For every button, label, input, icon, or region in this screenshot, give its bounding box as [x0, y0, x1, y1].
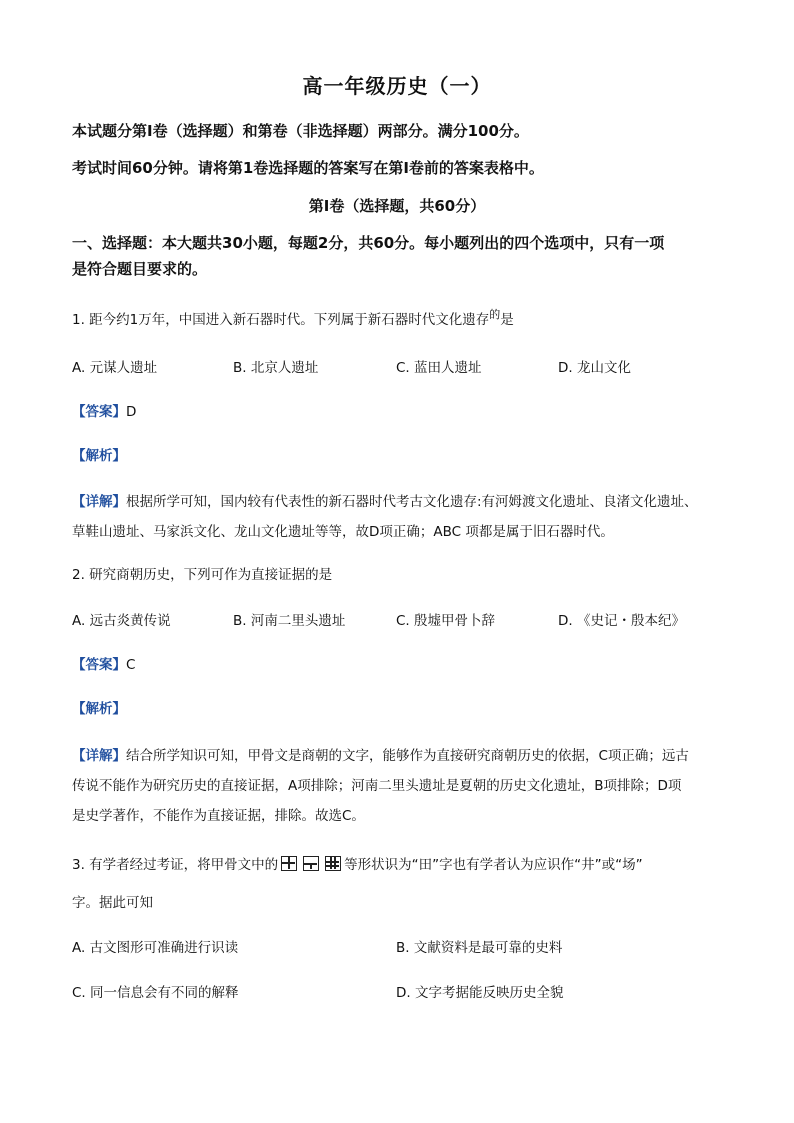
question-2-detail-line-1	[72, 744, 689, 764]
question-1-detail-text-1: 根据所学可知，国内较有代表性的新石器时代考古文化遗存:有河姆渡文化遗址、良渚文化遗址、	[126, 494, 698, 510]
instructions-line-1: 一、选择题：本大题共30小题，每题2分，共60分。每小题列出的四个选项中，只有一项	[72, 234, 665, 252]
question-2-option-a: A. 远古炎黄传说	[72, 613, 171, 629]
question-2-option-c: C. 殷墟甲骨卜辞	[396, 613, 496, 629]
question-3-stem-line-2: 字。据此可知	[72, 895, 153, 911]
question-2-answer	[72, 653, 135, 673]
oracle-glyph-1-icon	[281, 856, 297, 871]
intro-line-2: 考试时间60分钟。请将第1卷选择题的答案写在第Ⅰ卷前的答案表格中。	[72, 159, 544, 177]
question-3-option-c: C. 同一信息会有不同的解释	[72, 985, 239, 1001]
intro-line-1: 本试题分第Ⅰ卷（选择题）和第卷（非选择题）两部分。满分100分。	[72, 122, 529, 140]
question-1-answer-value: D	[126, 404, 137, 420]
answer-label: 【答案】	[72, 404, 126, 420]
page-title: 高一年级历史（一）	[302, 74, 492, 98]
question-2-option-b: B. 河南二里头遗址	[233, 613, 346, 629]
question-1-option-b: B. 北京人遗址	[233, 360, 319, 376]
answer-label: 【答案】	[72, 657, 126, 673]
question-2-answer-value: C	[126, 657, 136, 673]
question-1-stem	[72, 308, 514, 328]
oracle-glyph-3-icon	[325, 856, 341, 871]
question-1-option-a: A. 元谋人遗址	[72, 360, 158, 376]
question-1-option-d: D. 龙山文化	[558, 360, 631, 376]
question-2-detail-text-1: 结合所学知识可知，甲骨文是商朝的文字，能够作为直接研究商朝历史的依据，C项正确；远古	[126, 748, 689, 764]
detail-label: 【详解】	[72, 494, 126, 510]
instructions-line-2: 是符合题目要求的。	[72, 260, 208, 278]
section-title: 第Ⅰ卷（选择题，共60分）	[308, 197, 486, 215]
question-1-detail-line-1	[72, 490, 698, 510]
question-2-analysis-label: 【解析】	[72, 701, 126, 717]
question-1-detail-line-2: 草鞋山遗址、马家浜文化、龙山文化遗址等等，故D项正确；ABC 项都是属于旧石器时代。	[72, 524, 614, 540]
question-1-analysis-label: 【解析】	[72, 448, 126, 464]
question-1-answer	[72, 400, 136, 420]
question-3-stem-text: 3. 有学者经过考证，将甲骨文中的	[72, 857, 279, 873]
question-3-option-b: B. 文献资料是最可靠的史料	[396, 940, 563, 956]
question-3-stem-continued: 等形状识为“田”字也有学者认为应识作“井”或“场”	[344, 857, 643, 873]
question-2-stem: 2. 研究商朝历史，下列可作为直接证据的是	[72, 567, 333, 583]
question-3-option-a: A. 古文图形可准确进行识读	[72, 940, 239, 956]
question-3-option-d: D. 文字考据能反映历史全貌	[396, 985, 564, 1001]
question-1-stem-text: 1. 距今约1万年，中国进入新石器时代。下列属于新石器时代文化遗存	[72, 312, 490, 328]
detail-label: 【详解】	[72, 748, 126, 764]
question-1-stem-end: 是	[500, 312, 514, 328]
question-3-stem	[72, 853, 643, 873]
question-2-option-d: D. 《史记・殷本纪》	[558, 613, 685, 629]
question-1-stem-sup: 的	[489, 308, 501, 321]
oracle-glyph-2-icon	[303, 856, 319, 871]
question-1-option-c: C. 蓝田人遗址	[396, 360, 482, 376]
question-2-detail-line-2: 传说不能作为研究历史的直接证据，A项排除；河南二里头遗址是夏朝的历史文化遗址，B项排除；D项	[72, 778, 682, 794]
question-2-detail-line-3: 是史学著作，不能作为直接证据，排除。故选C。	[72, 808, 365, 824]
